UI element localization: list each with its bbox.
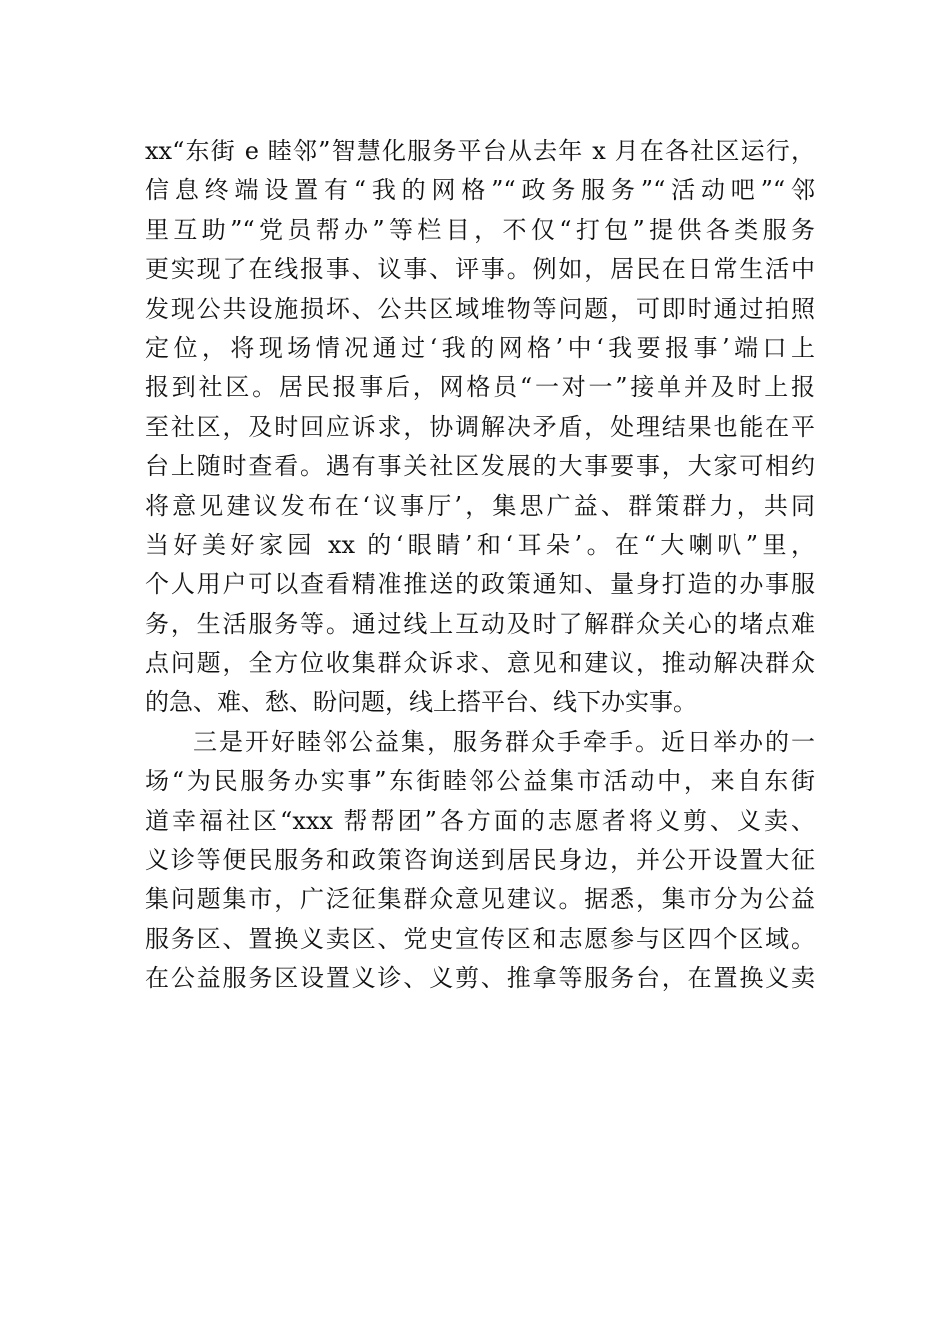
text-line: 当好美好家园 xx 的‘眼睛’和‘耳朵’。在“大喇叭”里，: [145, 530, 815, 559]
text-line: 至社区，及时回应诉求，协调解决矛盾，处理结果也能在平: [145, 412, 815, 441]
body-text: [145, 132, 815, 999]
text-line: 场“为民服务办实事”东街睦邻公益集市活动中，来自东街: [145, 767, 815, 796]
text-line: 更实现了在线报事、议事、评事。例如，居民在日常生活中: [145, 255, 815, 284]
paragraph-end-line: 的急、难、愁、盼问题，线上搭平台、线下办实事。: [145, 688, 697, 717]
text-line: 信息终端设置有“我的网格”“政务服务”“活动吧”“邻: [145, 176, 815, 205]
text-line: 里互助”“党员帮办”等栏目，不仅“打包”提供各类服务: [145, 215, 815, 244]
text-line: 点问题，全方位收集群众诉求、意见和建议，推动解决群众: [145, 649, 815, 678]
text-line: 将意见建议发布在‘议事厅’，集思广益、群策群力，共同: [145, 491, 815, 520]
text-line: 发现公共设施损坏、公共区域堆物等问题，可即时通过拍照: [145, 294, 815, 323]
text-line: xx“东街 e 睦邻”智慧化服务平台从去年 x 月在各社区运行，: [145, 137, 815, 165]
text-line: 务，生活服务等。通过线上互动及时了解群众关心的堵点难: [145, 609, 815, 638]
text-line: 定位，将现场情况通过‘我的网格’中‘我要报事’端口上: [145, 333, 815, 362]
paragraph-start-line: 三是开好睦邻公益集，服务群众手牵手。近日举办的一: [193, 727, 815, 756]
text-line: 道幸福社区“xxx 帮帮团”各方面的志愿者将义剪、义卖、: [145, 806, 815, 835]
text-line: 报到社区。居民报事后，网格员“一对一”接单并及时上报: [145, 373, 815, 402]
text-line: 在公益服务区设置义诊、义剪、推拿等服务台，在置换义卖: [145, 964, 815, 993]
text-line: 台上随时查看。遇有事关社区发展的大事要事，大家可相约: [145, 452, 815, 481]
text-line: 服务区、置换义卖区、党史宣传区和志愿参与区四个区域。: [145, 924, 815, 953]
text-line: 个人用户可以查看精准推送的政策通知、量身打造的办事服: [145, 570, 815, 599]
text-line: 集问题集市，广泛征集群众意见建议。据悉，集市分为公益: [145, 885, 815, 914]
text-line: 义诊等便民服务和政策咨询送到居民身边，并公开设置大征: [145, 846, 815, 875]
